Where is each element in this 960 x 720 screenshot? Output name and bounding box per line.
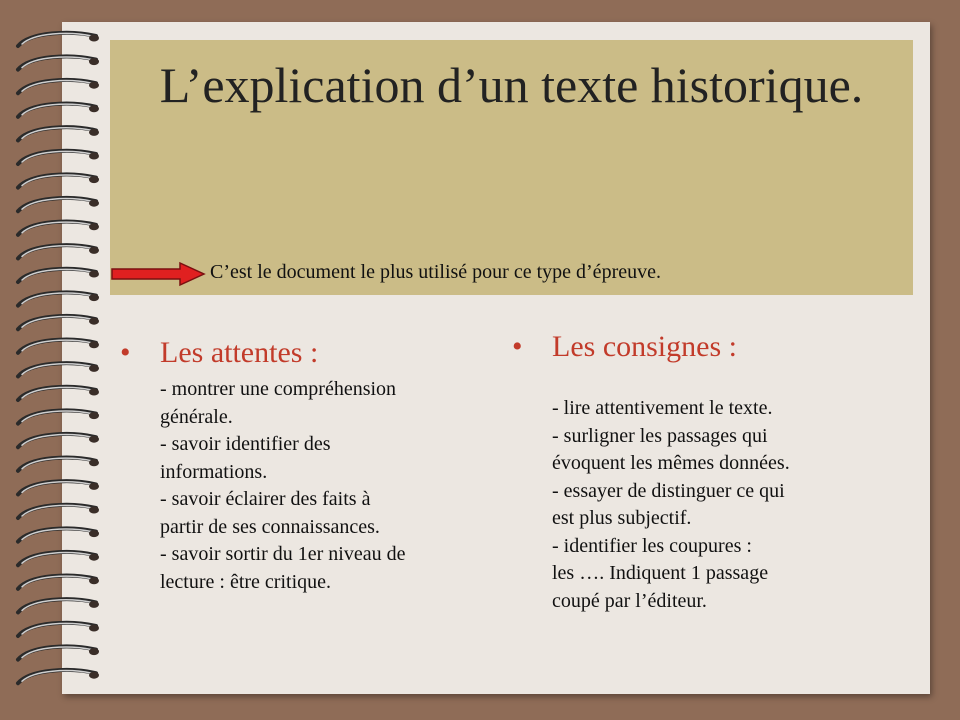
spiral-ring: [18, 623, 99, 636]
list-item: les …. Indiquent 1 passage: [552, 562, 769, 584]
spiral-binding-icon: [0, 0, 120, 720]
instructions-heading: Les consignes :: [552, 330, 737, 363]
list-item: informations.: [160, 460, 268, 483]
spiral-ring: [18, 528, 99, 541]
list-item: - savoir identifier des: [160, 433, 331, 455]
spiral-ring: [18, 363, 99, 376]
spiral-ring: [18, 552, 99, 565]
spiral-ring: [18, 458, 99, 471]
spiral-ring: [18, 576, 99, 589]
slide-title: L’explication d’un texte historique.: [159, 57, 864, 113]
list-item: générale.: [160, 405, 233, 428]
spiral-ring: [18, 56, 99, 69]
spiral-ring: [18, 245, 99, 258]
subtitle-row: [110, 258, 913, 292]
spiral-ring: [18, 646, 99, 659]
list-item: lecture : être critique.: [160, 570, 332, 593]
spiral-ring: [18, 505, 99, 518]
list-item: évoquent les mêmes données.: [552, 452, 790, 474]
right-arrow-icon: [110, 261, 206, 287]
spiral-ring: [18, 292, 99, 305]
list-item: - essayer de distinguer ce qui: [552, 479, 785, 502]
bullet-icon: •: [512, 330, 523, 363]
spiral-ring: [18, 174, 99, 187]
list-item: - surligner les passages qui: [552, 424, 768, 447]
spiral-ring: [18, 387, 99, 400]
list-item: - lire attentivement le texte.: [552, 397, 773, 419]
spiral-ring: [18, 127, 99, 140]
spiral-ring: [18, 340, 99, 353]
list-item: est plus subjectif.: [552, 507, 692, 529]
list-item: - savoir sortir du 1er niveau de: [160, 543, 406, 565]
expectations-list: [160, 376, 500, 596]
list-item: - identifier les coupures :: [552, 534, 752, 557]
expectations-section: [120, 334, 500, 596]
list-item: - montrer une compréhension: [160, 378, 397, 400]
spiral-ring: [18, 151, 99, 164]
list-item: partir de ses connaissances.: [160, 515, 380, 538]
spiral-ring: [18, 269, 99, 282]
spiral-ring: [18, 481, 99, 494]
spiral-ring: [18, 316, 99, 329]
instructions-list: [552, 395, 892, 615]
spiral-ring: [18, 670, 99, 683]
spiral-ring: [18, 410, 99, 423]
spiral-ring: [18, 33, 99, 46]
spiral-ring: [18, 104, 99, 117]
list-item: coupé par l’éditeur.: [552, 589, 707, 612]
list-item: - savoir éclairer des faits à: [160, 488, 371, 510]
spiral-ring: [18, 198, 99, 211]
expectations-heading: Les attentes :: [160, 336, 319, 369]
spiral-ring: [18, 434, 99, 447]
spiral-ring: [18, 80, 99, 93]
spiral-ring: [18, 599, 99, 612]
bullet-icon: •: [120, 336, 131, 369]
spiral-ring: [18, 222, 99, 235]
subtitle: C’est le document le plus utilisé pour ce type d’épreuve.: [210, 261, 661, 283]
instructions-section: [512, 328, 892, 615]
